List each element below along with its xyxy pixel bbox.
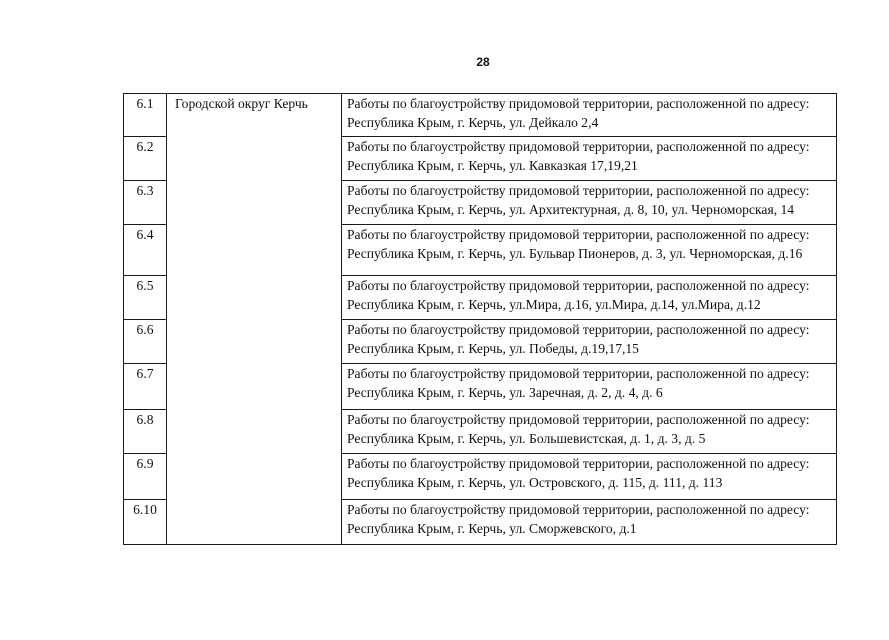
work-title-line: Работы по благоустройству придомовой территории, расположенной по адресу: (347, 366, 810, 381)
table-row (124, 225, 837, 276)
work-title-line: Работы по благоустройству придомовой территории, расположенной по адресу: (347, 139, 810, 154)
work-address-line: Республика Крым, г. Керчь, ул. Архитектурная, д. 8, 10, ул. Черноморская, 14 (347, 202, 795, 217)
work-title-line: Работы по благоустройству придомовой территории, расположенной по адресу: (347, 96, 810, 111)
row-number: 6.8 (124, 410, 167, 454)
work-title-line: Работы по благоустройству придомовой территории, расположенной по адресу: (347, 183, 810, 198)
table-row (124, 410, 837, 454)
row-number: 6.1 (124, 94, 167, 137)
work-description (342, 137, 837, 181)
row-number: 6.7 (124, 364, 167, 410)
table-row (124, 364, 837, 410)
work-address-line: Республика Крым, г. Керчь, ул. Заречная, д. 2, д. 4, д. 6 (347, 385, 663, 400)
table-row (124, 137, 837, 181)
table-row (124, 320, 837, 364)
work-address-line: Республика Крым, г. Керчь, ул. Победы, д.19,17,15 (347, 341, 639, 356)
row-number: 6.4 (124, 225, 167, 276)
district-cell (167, 137, 342, 181)
work-description (342, 410, 837, 454)
work-address-line: Республика Крым, г. Керчь, ул. Большевистская, д. 1, д. 3, д. 5 (347, 431, 706, 446)
work-title-line: Работы по благоустройству придомовой территории, расположенной по адресу: (347, 412, 810, 427)
work-title-line: Работы по благоустройству придомовой территории, расположенной по адресу: (347, 456, 810, 471)
district-cell (167, 500, 342, 545)
work-description (342, 454, 837, 500)
work-address-line: Республика Крым, г. Керчь, ул. Кавказкая 17,19,21 (347, 158, 638, 173)
works-table (123, 93, 837, 545)
work-title-line: Работы по благоустройству придомовой территории, расположенной по адресу: (347, 227, 810, 242)
work-description (342, 225, 837, 276)
row-number: 6.9 (124, 454, 167, 500)
row-number: 6.5 (124, 276, 167, 320)
district-cell (167, 454, 342, 500)
work-description (342, 364, 837, 410)
district-cell (167, 276, 342, 320)
work-title-line: Работы по благоустройству придомовой территории, расположенной по адресу: (347, 502, 810, 517)
district-cell: Городской округ Керчь (167, 94, 342, 137)
district-cell (167, 225, 342, 276)
work-description (342, 94, 837, 137)
work-description (342, 276, 837, 320)
page-number: 28 (476, 55, 490, 69)
row-number: 6.10 (124, 500, 167, 545)
row-number: 6.3 (124, 181, 167, 225)
district-cell (167, 410, 342, 454)
work-address-line: Республика Крым, г. Керчь, ул. Сморжевского, д.1 (347, 521, 637, 536)
table-row (124, 276, 837, 320)
table-row (124, 500, 837, 545)
work-address-line: Республика Крым, г. Керчь, ул.Мира, д.16, ул.Мира, д.14, ул.Мира, д.12 (347, 297, 761, 312)
table-row (124, 454, 837, 500)
work-description (342, 320, 837, 364)
row-number: 6.6 (124, 320, 167, 364)
work-address-line: Республика Крым, г. Керчь, ул. Островского, д. 115, д. 111, д. 113 (347, 475, 723, 490)
work-title-line: Работы по благоустройству придомовой территории, расположенной по адресу: (347, 278, 810, 293)
table-row (124, 181, 837, 225)
district-cell (167, 364, 342, 410)
work-address-line: Республика Крым, г. Керчь, ул. Дейкало 2,4 (347, 115, 599, 130)
work-description (342, 500, 837, 545)
district-cell (167, 181, 342, 225)
work-address-line: Республика Крым, г. Керчь, ул. Бульвар Пионеров, д. 3, ул. Черноморская, д.16 (347, 246, 803, 261)
district-cell (167, 320, 342, 364)
work-title-line: Работы по благоустройству придомовой территории, расположенной по адресу: (347, 322, 810, 337)
work-description (342, 181, 837, 225)
row-number: 6.2 (124, 137, 167, 181)
works-table-body (124, 94, 837, 545)
table-row (124, 94, 837, 137)
